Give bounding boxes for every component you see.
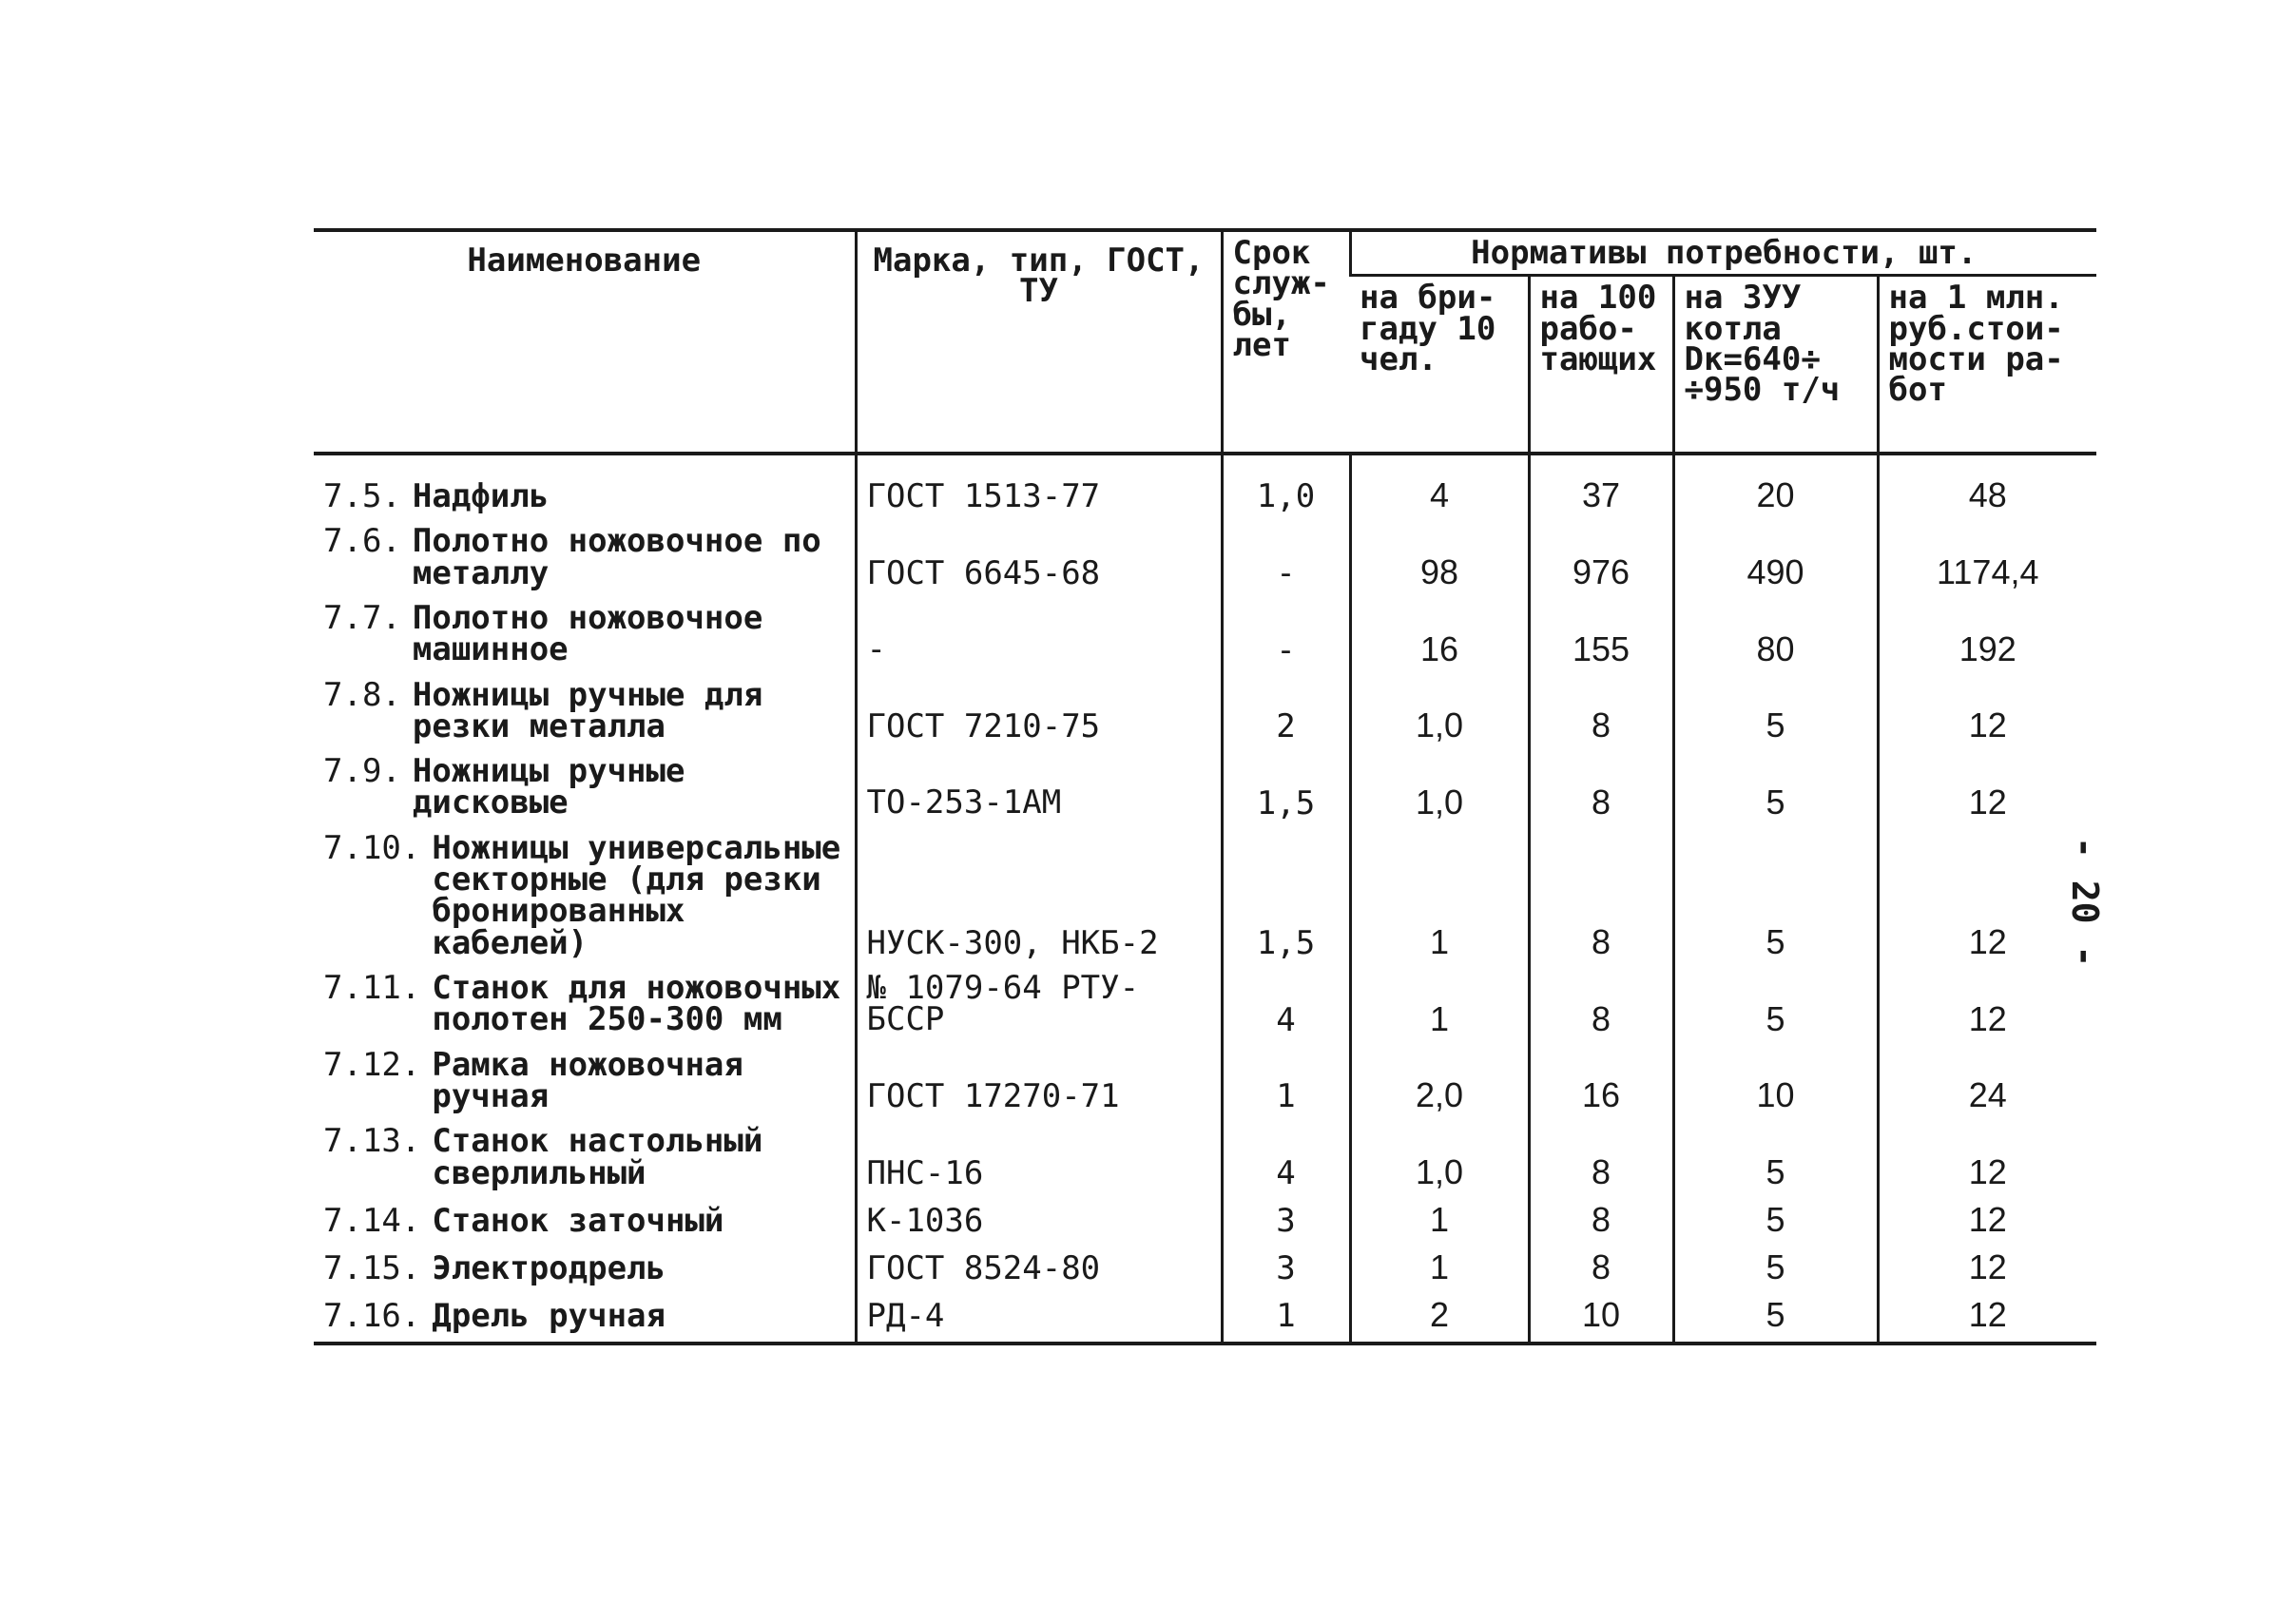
cell-per-million-rub: 192 (1878, 595, 2096, 672)
cell-name (314, 1195, 856, 1243)
cell-per-million-rub: 12 (1878, 825, 2096, 965)
cell-service-life: 3 (1222, 1195, 1350, 1243)
cell-service-life: 1 (1222, 1290, 1350, 1344)
item-number: 7.6. (323, 522, 401, 561)
cell-mark: К-1036 (856, 1195, 1222, 1243)
cell-per-boiler: 5 (1673, 825, 1878, 965)
table-row (314, 1195, 2096, 1243)
table-header (314, 230, 2096, 454)
cell-per-brigade: 1 (1350, 825, 1529, 965)
cell-service-life: 3 (1222, 1243, 1350, 1290)
cell-per-boiler: 5 (1673, 672, 1878, 749)
header-per-brigade: на бри-гаду 10 чел. (1350, 276, 1529, 454)
cell-per-million-rub: 12 (1878, 1195, 2096, 1243)
cell-per-100-workers: 8 (1529, 1195, 1673, 1243)
cell-mark: ТО-253-1АМ (856, 748, 1222, 825)
table-row (314, 1118, 2096, 1195)
cell-per-brigade: 2 (1350, 1290, 1529, 1344)
cell-mark: ГОСТ 8524-80 (856, 1243, 1222, 1290)
item-number: 7.12. (323, 1045, 421, 1084)
cell-mark: - (856, 595, 1222, 672)
item-name: Полотно ножовочное по металлу (412, 522, 821, 592)
cell-per-brigade: 2,0 (1350, 1042, 1529, 1119)
cell-per-boiler: 10 (1673, 1042, 1878, 1119)
cell-per-100-workers: 8 (1529, 1243, 1673, 1290)
cell-per-brigade: 16 (1350, 595, 1529, 672)
cell-name (314, 672, 856, 749)
table-row (314, 1243, 2096, 1290)
cell-service-life: 1,0 (1222, 454, 1350, 518)
cell-per-brigade: 1 (1350, 965, 1529, 1042)
cell-per-boiler: 490 (1673, 518, 1878, 595)
cell-per-100-workers: 8 (1529, 825, 1673, 965)
cell-service-life: 4 (1222, 965, 1350, 1042)
header-term: Срок служ-бы, лет (1222, 230, 1350, 454)
cell-per-brigade: 1,0 (1350, 672, 1529, 749)
cell-per-100-workers: 37 (1529, 454, 1673, 518)
item-number: 7.16. (323, 1296, 421, 1335)
cell-per-million-rub: 48 (1878, 454, 2096, 518)
item-name: Полотно ножовочное машинное (412, 598, 763, 669)
header-mark: Марка, тип, ГОСТ, ТУ (856, 230, 1222, 454)
cell-per-boiler: 5 (1673, 748, 1878, 825)
item-number: 7.11. (323, 969, 421, 1008)
item-name: Ножницы ручные дисковые (412, 752, 685, 822)
cell-per-brigade: 1,0 (1350, 1118, 1529, 1195)
cell-per-100-workers: 8 (1529, 1118, 1673, 1195)
norms-table (314, 228, 2096, 1345)
cell-per-100-workers: 8 (1529, 748, 1673, 825)
cell-per-brigade: 1 (1350, 1195, 1529, 1243)
cell-per-100-workers: 976 (1529, 518, 1673, 595)
cell-per-million-rub: 12 (1878, 748, 2096, 825)
cell-per-100-workers: 8 (1529, 965, 1673, 1042)
cell-name (314, 1290, 856, 1344)
header-per-million-rub: на 1 млн. руб.стои-мости ра-бот (1878, 276, 2096, 454)
header-norms-group: Нормативы потребности, шт. (1350, 230, 2096, 276)
table-row (314, 965, 2096, 1042)
cell-name (314, 1243, 856, 1290)
cell-per-million-rub: 12 (1878, 1243, 2096, 1290)
cell-mark: ГОСТ 7210-75 (856, 672, 1222, 749)
cell-name (314, 454, 856, 518)
item-number: 7.15. (323, 1248, 421, 1287)
item-number: 7.9. (323, 752, 401, 791)
cell-service-life: 2 (1222, 672, 1350, 749)
cell-service-life: 1 (1222, 1042, 1350, 1119)
cell-mark: ГОСТ 6645-68 (856, 518, 1222, 595)
cell-per-boiler: 5 (1673, 965, 1878, 1042)
item-number: 7.13. (323, 1122, 421, 1161)
cell-per-boiler: 5 (1673, 1243, 1878, 1290)
table-row (314, 825, 2096, 965)
cell-per-million-rub: 12 (1878, 672, 2096, 749)
cell-per-brigade: 1 (1350, 1243, 1529, 1290)
cell-per-boiler: 5 (1673, 1195, 1878, 1243)
page-number: - 20 - (2064, 837, 2106, 968)
item-name: Надфиль (412, 476, 550, 515)
cell-name (314, 965, 856, 1042)
cell-service-life: - (1222, 518, 1350, 595)
item-name: Электродрель (432, 1248, 666, 1287)
cell-per-boiler: 5 (1673, 1290, 1878, 1344)
cell-service-life: 1,5 (1222, 825, 1350, 965)
table-row (314, 454, 2096, 518)
cell-per-100-workers: 155 (1529, 595, 1673, 672)
item-name: Ножницы ручные для резки металла (412, 675, 763, 745)
table-row (314, 748, 2096, 825)
item-name: Ножницы универсальные секторные (для резки бронированных кабелей) (432, 828, 841, 962)
cell-service-life: 1,5 (1222, 748, 1350, 825)
table-row (314, 518, 2096, 595)
cell-name (314, 595, 856, 672)
item-number: 7.8. (323, 675, 401, 714)
table-row (314, 672, 2096, 749)
table-row (314, 1290, 2096, 1344)
cell-mark: № 1079-64 РТУ-БССР (856, 965, 1222, 1042)
cell-service-life: - (1222, 595, 1350, 672)
cell-per-brigade: 98 (1350, 518, 1529, 595)
cell-per-million-rub: 12 (1878, 965, 2096, 1042)
table-row (314, 1042, 2096, 1119)
item-number: 7.5. (323, 476, 401, 515)
header-name: Наименование (314, 230, 856, 454)
item-name: Дрель ручная (432, 1296, 666, 1335)
cell-per-brigade: 4 (1350, 454, 1529, 518)
item-number: 7.10. (323, 828, 421, 867)
cell-per-million-rub: 24 (1878, 1042, 2096, 1119)
cell-name (314, 748, 856, 825)
cell-mark: ПНС-16 (856, 1118, 1222, 1195)
cell-mark: РД-4 (856, 1290, 1222, 1344)
cell-per-million-rub: 1174,4 (1878, 518, 2096, 595)
header-per-100-workers: на 100 рабо-тающих (1529, 276, 1673, 454)
cell-per-boiler: 5 (1673, 1118, 1878, 1195)
table-body (314, 454, 2096, 1344)
cell-name (314, 518, 856, 595)
cell-per-brigade: 1,0 (1350, 748, 1529, 825)
item-name: Станок заточный (432, 1201, 724, 1240)
item-number: 7.7. (323, 598, 401, 637)
cell-per-100-workers: 16 (1529, 1042, 1673, 1119)
item-name: Станок для ножовочных полотен 250-300 мм (432, 969, 841, 1039)
cell-per-100-workers: 10 (1529, 1290, 1673, 1344)
item-number: 7.14. (323, 1201, 421, 1240)
cell-name (314, 1118, 856, 1195)
cell-per-boiler: 20 (1673, 454, 1878, 518)
cell-per-million-rub: 12 (1878, 1118, 2096, 1195)
cell-name (314, 825, 856, 965)
cell-service-life: 4 (1222, 1118, 1350, 1195)
item-name: Рамка ножовочная ручная (432, 1045, 743, 1115)
header-per-boiler: на ЗУУ котла Dк=640÷ ÷950 т/ч (1673, 276, 1878, 454)
cell-per-boiler: 80 (1673, 595, 1878, 672)
cell-mark: НУСК-300, НКБ-2 (856, 825, 1222, 965)
table-row (314, 595, 2096, 672)
cell-name (314, 1042, 856, 1119)
cell-mark: ГОСТ 17270-71 (856, 1042, 1222, 1119)
item-name: Станок настольный сверлильный (432, 1122, 763, 1192)
cell-per-100-workers: 8 (1529, 672, 1673, 749)
cell-mark: ГОСТ 1513-77 (856, 454, 1222, 518)
cell-per-million-rub: 12 (1878, 1290, 2096, 1344)
